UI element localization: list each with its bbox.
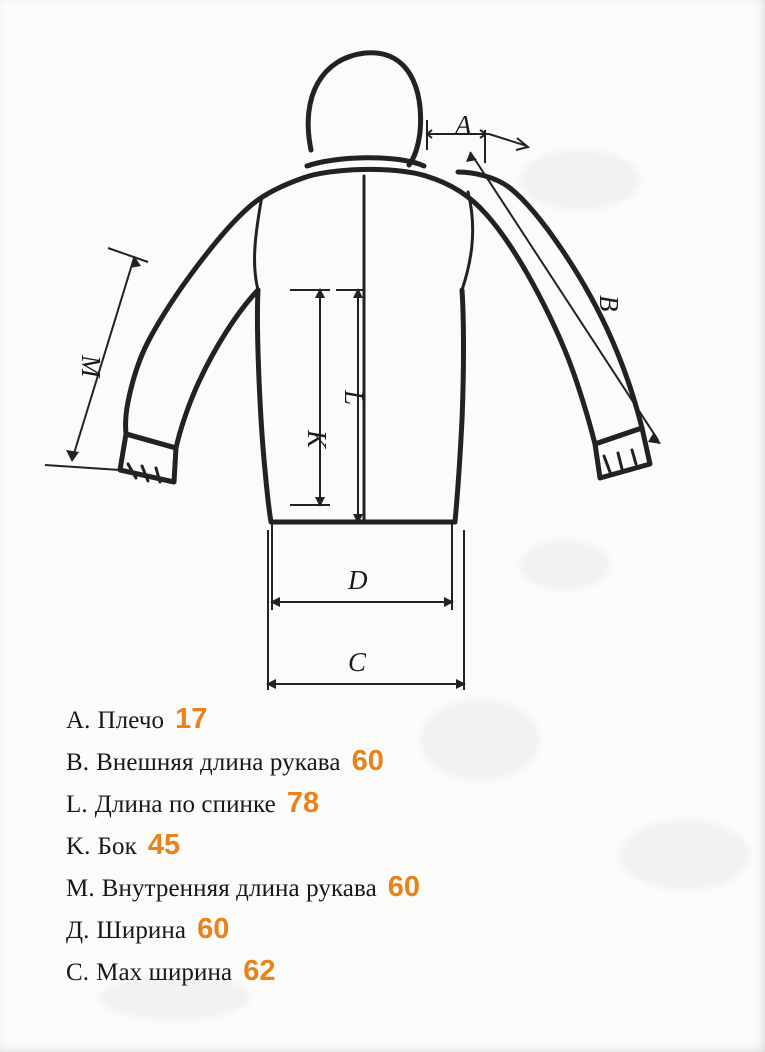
legend-label: Ширина	[96, 917, 187, 944]
list-item	[66, 740, 706, 782]
legend-key: L.	[66, 791, 88, 818]
list-item	[66, 698, 706, 740]
legend-label: Мах ширина	[96, 959, 233, 986]
legend-value: 60	[197, 913, 230, 945]
legend-key: C.	[66, 959, 90, 986]
letter-D: D	[348, 565, 368, 595]
legend-value: 78	[286, 787, 320, 819]
legend-label: Плечо	[97, 707, 165, 734]
legend-key: A.	[66, 707, 91, 734]
legend-value: 17	[175, 703, 208, 735]
legend-value: 62	[243, 955, 276, 987]
list-item	[66, 950, 706, 992]
dimension-letters	[76, 110, 624, 677]
legend-value: 60	[351, 745, 384, 777]
legend-value: 45	[147, 829, 181, 861]
legend-key: M.	[66, 875, 95, 902]
list-item	[66, 824, 706, 866]
list-item	[66, 908, 706, 950]
measurement-legend	[66, 698, 706, 992]
letter-K: K	[302, 430, 332, 449]
list-item	[66, 866, 706, 908]
legend-label: Бок	[97, 833, 137, 860]
legend-value: 60	[387, 871, 421, 903]
legend-label: Внутренняя длина рукава	[101, 875, 377, 902]
legend-label: Внешняя длина рукава	[96, 749, 341, 776]
garment-outline	[120, 53, 650, 522]
legend-key: Д.	[66, 917, 90, 944]
letter-C: C	[348, 647, 367, 677]
legend-key: B.	[66, 749, 90, 776]
letter-M: M	[76, 355, 106, 378]
letter-L: L	[339, 390, 369, 406]
letter-A: A	[455, 110, 472, 140]
legend-label: Длина по спинке	[94, 791, 276, 818]
legend-key: K.	[66, 833, 91, 860]
list-item	[66, 782, 706, 824]
letter-B: B	[594, 295, 624, 312]
